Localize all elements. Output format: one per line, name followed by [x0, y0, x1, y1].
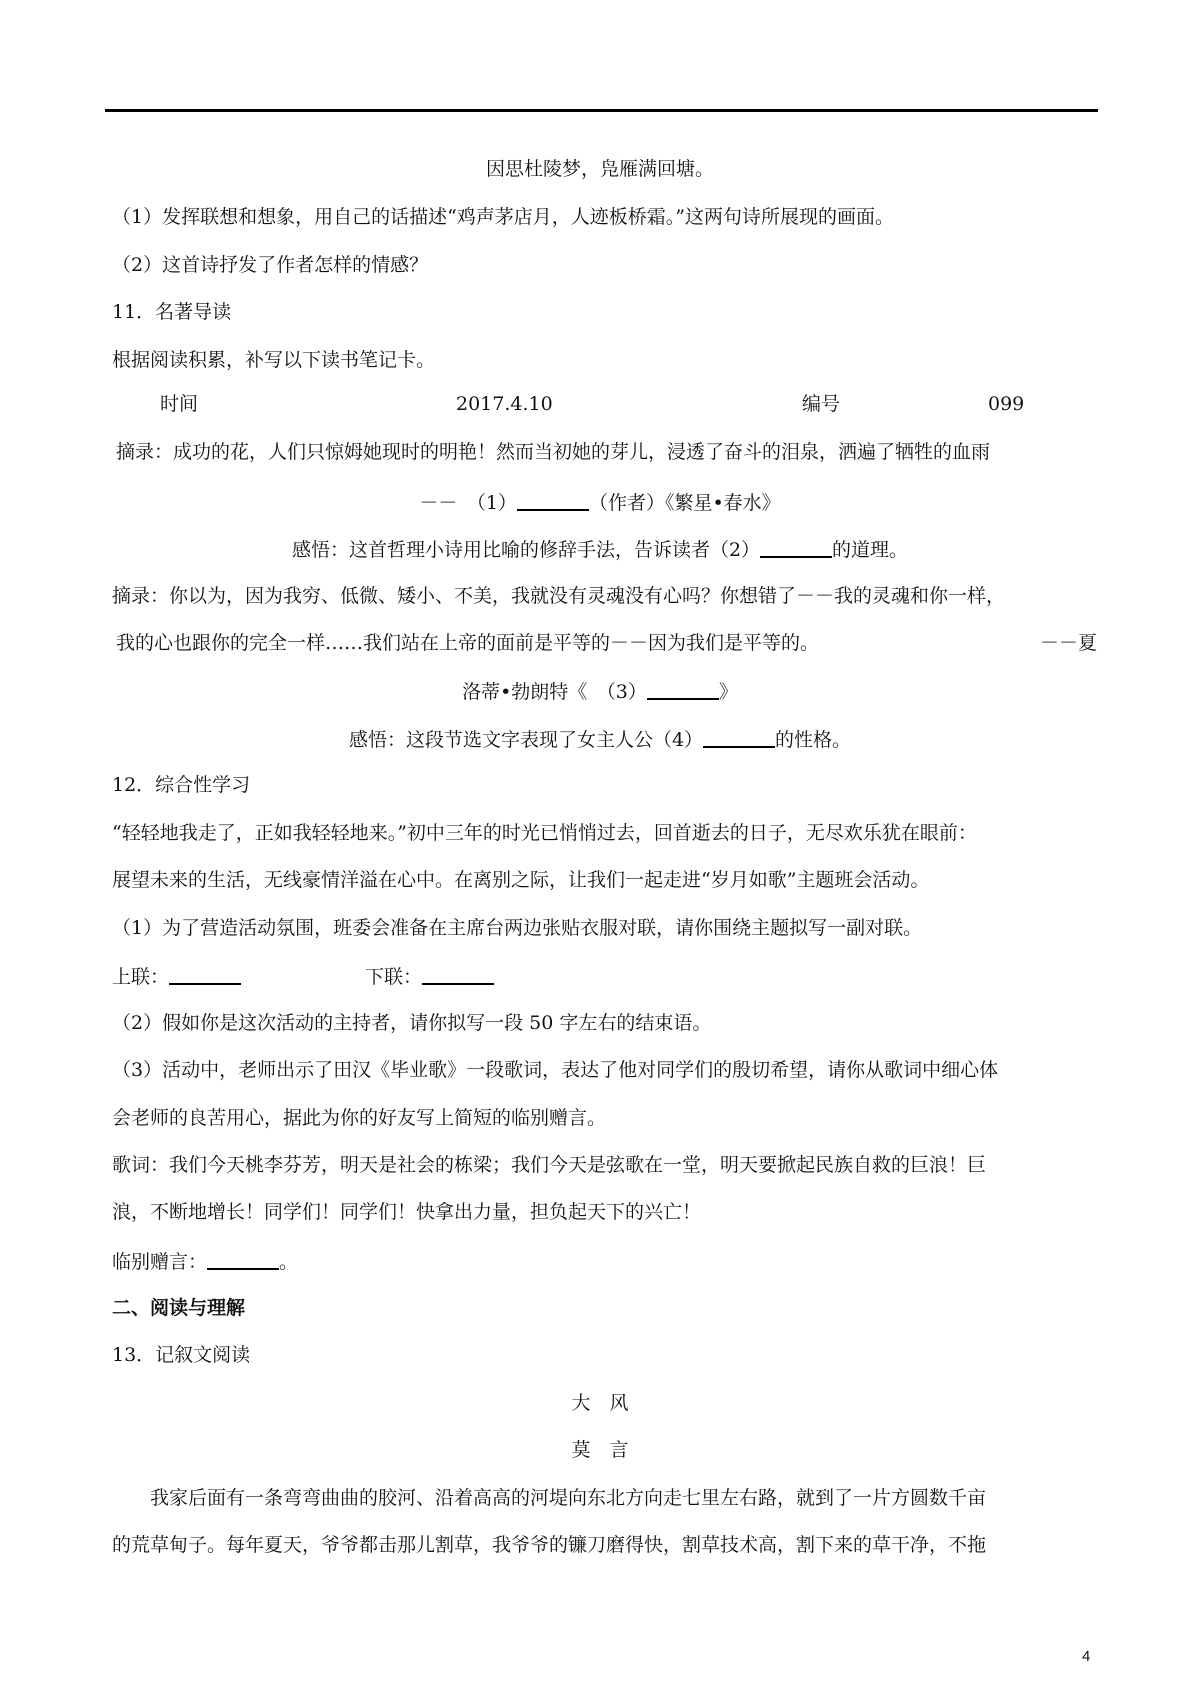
excerpt-2-line-1: 摘录：你以为，因为我穷、低微、矮小、不美，我就没有灵魂没有心吗？你想错了－－我的灵魂和你一样，	[112, 585, 1006, 607]
lyrics-line-1: 歌词：我们今天桃李芬芳，明天是社会的栋梁；我们今天是弦歌在一堂，明天要掀起民族自救的巨浪！巨	[112, 1154, 987, 1176]
question-11-intro: 根据阅读积累，补写以下读书笔记卡。	[112, 349, 436, 371]
time-value: 2017.4.10	[456, 393, 553, 415]
insight-2-suffix: 的性格。	[775, 729, 852, 751]
story-paragraph-line-1: 我家后面有一条弯弯曲曲的胶河、沿着高高的河堤向东北方向走七里左右路，就到了一片方圆数千亩	[112, 1487, 987, 1509]
question-13-title: 13．记叙文阅读	[112, 1344, 251, 1366]
question-10-2: （2）这首诗抒发了作者怎样的情感？	[112, 254, 429, 276]
lower-couplet-label: 下联：	[365, 966, 423, 988]
insight-1-prefix: 感悟：这首哲理小诗用比喻的修辞手法，告诉读者（2）	[291, 539, 761, 561]
question-12-title: 12．综合性学习	[112, 774, 251, 796]
page-number: 4	[1082, 1648, 1091, 1665]
excerpt-1-line-2	[0, 489, 1200, 515]
excerpt-2-attribution: －－夏	[1040, 632, 1098, 654]
question-12-1: （1）为了营造活动氛围，班委会准备在主席台两边张贴衣服对联，请你围绕主题拟写一副对联。	[112, 917, 923, 939]
excerpt-1-source-prefix: －－ （1）	[419, 492, 517, 514]
couplet-line	[112, 963, 494, 989]
excerpt-2-line-3	[0, 678, 1200, 704]
insight-1-suffix: 的道理。	[832, 539, 909, 561]
insight-2-prefix: 感悟：这段节选文字表现了女主人公（4）	[348, 729, 704, 751]
excerpt-2-book-prefix: 洛蒂•勃朗特《 （3）	[462, 681, 647, 703]
blank-lower-couplet[interactable]	[422, 963, 494, 985]
lyrics-line-2: 浪，不断地增长！同学们！同学们！快拿出力量，担负起天下的兴亡！	[112, 1201, 702, 1223]
section-heading: 二、阅读与理解	[112, 1297, 246, 1319]
story-paragraph-line-2: 的荒草甸子。每年夏天，爷爷都击那儿割草，我爷爷的镰刀磨得快，割草技术高，割下来的草干净，不拖	[112, 1534, 987, 1556]
question-12-2: （2）假如你是这次活动的主持者，请你拟写一段 50 字左右的结束语。	[112, 1012, 712, 1034]
insight-1	[0, 536, 1200, 562]
blank-2[interactable]	[760, 536, 832, 558]
story-author: 莫 言	[571, 1439, 629, 1461]
farewell-label: 临别赠言：	[112, 1251, 208, 1273]
time-label: 时间	[160, 393, 199, 415]
excerpt-2-book-suffix: 》	[718, 681, 738, 703]
blank-3[interactable]	[647, 678, 719, 700]
upper-couplet-label: 上联：	[112, 966, 170, 988]
question-10-1: （1）发挥联想和想象，用自己的话描述“鸡声茅店月，人迹板桥霜。”这两句诗所展现的画面。	[112, 206, 895, 228]
blank-4[interactable]	[703, 726, 775, 748]
blank-farewell[interactable]	[207, 1248, 279, 1270]
question-12-3-line-1: （3）活动中，老师出示了田汉《毕业歌》一段歌词，表达了他对同学们的殷切希望，请你从歌词中细心体	[112, 1059, 999, 1081]
blank-1[interactable]	[517, 489, 589, 511]
question-12-3-line-2: 会老师的良苦用心，据此为你的好友写上简短的临别赠言。	[112, 1107, 607, 1129]
insight-2	[0, 726, 1200, 752]
header-rule	[105, 109, 1098, 112]
excerpt-1-line-1: 摘录：成功的花，人们只惊姆她现时的明艳！然而当初她的芽儿，浸透了奋斗的泪泉，洒遍了牺牲的血雨	[116, 441, 991, 463]
story-title: 大 风	[571, 1392, 629, 1414]
excerpt-1-source-suffix: （作者）《繁星•春水》	[588, 492, 781, 514]
excerpt-2-line-2: 我的心也跟你的完全一样……我们站在上帝的面前是平等的－－因为我们是平等的。	[116, 632, 820, 654]
number-value: 099	[988, 393, 1025, 415]
farewell-line	[112, 1248, 298, 1274]
number-label: 编号	[802, 393, 841, 415]
farewell-period: 。	[279, 1251, 299, 1273]
question-12-para-1: “轻轻地我走了，正如我轻轻地来。”初中三年的时光已悄悄过去，回首逝去的日子，无尽欢乐犹在眼前：	[112, 822, 977, 844]
poem-line: 因思杜陵梦，凫雁满回塘。	[485, 158, 714, 180]
question-11-title: 11．名著导读	[112, 301, 232, 323]
question-12-para-2: 展望未来的生活，无线豪情洋溢在心中。在离别之际，让我们一起走进“岁月如歌”主题班会活动。	[112, 869, 930, 891]
blank-upper-couplet[interactable]	[169, 963, 241, 985]
